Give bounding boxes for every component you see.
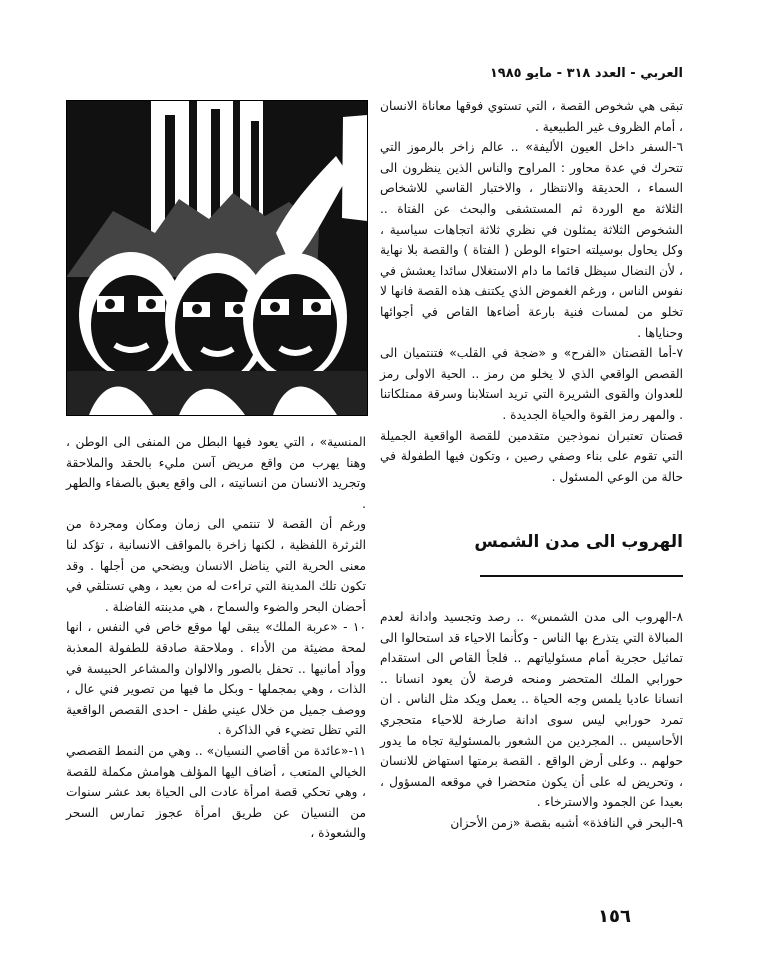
paragraph: ورغم أن القصة لا تنتمي الى زمان ومكان ومجردة من الثرثرة اللفظية ، لكنها زاخرة بالمواقف الانسانية ، تؤكد لنا معنى الحرية التي يناضل الانسان ويضحي من أجلها . وقد تكون تلك المدينة التي تراءت له من بعيد ، وهي تستلقي في أحضان البحر والضوء والسماح ، هي مدينته الفاضلة . bbox=[66, 517, 366, 614]
paragraph: ٩-البحر في النافذة» أشبه بقصة «زمن الأحزان bbox=[450, 815, 683, 830]
page-number: ١٥٦ bbox=[598, 906, 631, 927]
paragraph: ١٠ - «عربة الملك» يبقى لها موقع خاص في النفس ، انها لمحة مضيئة من الأداء . وملاحقة صادقة للطفولة المعذبة ووأد أمانيها .. تحفل بالصور والالوان والمشاعر الحبيسة في الذات ، وهي بمجملها - وبكل ما فيها من تصوير فني عال ، ووصف جميل من خلال عيني طفل - احدى القصص الواقعية التي تظل تضيء في الذاكرة . bbox=[66, 620, 366, 738]
illustration bbox=[66, 100, 368, 416]
paragraph: ٨-الهروب الى مدن الشمس» .. رصد وتجسيد وادانة لعدم المبالاة التي يتذرع بها الناس - وكأنما الاحياء قد استحالوا الى تماثيل حجرية أمام مسئولياتهم .. فلجأ القاص الى استقدام حورابي الملك المتحضر ومنحه فرصة لأن يعود انسانا .. انسانا عاديا يلمس وجه الحياة .. يعمل ويكد مثل الناس . ان تمرد حورابي ليس سوى ادانة صارخة للاحياء متحجري الأحاسيس .. المجردين من الشعور بالمسئولية تجاه ما يدور حولهم .. وعلى أرض الواقع . القصة برمتها استهاض للانسان ، وتحريض له على أن يكون متحضرا في موقعه المسؤول ، بعيدا عن الجمود والاسترخاء . bbox=[380, 610, 683, 810]
running-header: العربي - العدد ٣١٨ - مايو ١٩٨٥ bbox=[489, 66, 683, 81]
paragraph: ٧-أما القصتان «الفرح» و «ضجة في القلب» فتنتميان الى القصص الواقعي الذي لا يخلو من رمز .. الحية الاولى رمز للعدوان والقوى الشريرة التي تريد استلابنا وسرقة ممتلكاتنا . والمهر رمز القوة والحياة الجديدة . bbox=[380, 346, 683, 422]
section-heading: الهروب الى مدن الشمس bbox=[474, 532, 683, 552]
faces-illustration bbox=[67, 101, 367, 415]
left-column bbox=[66, 432, 366, 844]
heading-rule bbox=[480, 575, 683, 577]
right-lower-column bbox=[380, 607, 683, 834]
paragraph: ١١-«عائدة من أقاصي النسيان» .. وهي من النمط القصصي الخيالي المتعب ، أضاف اليها المؤلف هوامش مكملة للقصة ، وهي تحكي قصة امرأة عادت الى الحياة بعد عشر سنوات من النسيان عن طريق امرأة عجوز تمارس السحر والشعوذة ، bbox=[66, 743, 366, 841]
paragraph: المنسية» ، التي يعود فيها البطل من المنفى الى الوطن ، وهنا يهرب من واقع مريض آسن مليء بالحقد والملاحقة وتجريد الانسان من انسانيته ، الى واقع يعبق بالصفاء والطهر . bbox=[66, 435, 366, 511]
paragraph: قصتان تعتبران نموذجين متقدمين للقصة الواقعية الجميلة التي تقوم على بناء وصفي رصين ، وتكون فيها الطفولة في حالة من الوعي المسئول . bbox=[380, 428, 683, 484]
paragraph: تبقى هي شخوص القصة ، التي تستوي فوقها معاناة الانسان ، أمام الظروف غير الطبيعية . bbox=[380, 99, 683, 134]
paragraph: ٦-السفر داخل العيون الأليفة» .. عالم زاخر بالرموز التي تتحرك في عدة محاور : المراوح والناس الذين ينظرون الى السماء ، الحديقة والانتظار ، والاختبار القاسي للاشخاص الثلاثة مع الوردة ثم المستشفى والبحث عن الفتاة .. الشخوص الثلاثة يمثلون في نظري ثلاثة اتجاهات سياسية ، وكل يحاول بوسيلته احتواء الوطن ( الفتاة ) والقصة بلا نهاية ، لأن النضال سيظل قائما ما دام الاستغلال سائدا يعشش في نفوس الناس ، ورغم الغموض الذي يكتنف هذه القصة فانها لا تخلو من لمسات فنية بارعة أضاءها القاص في أجوائها وحناياها . bbox=[380, 140, 683, 340]
right-face bbox=[243, 253, 347, 381]
right-column bbox=[380, 96, 683, 487]
